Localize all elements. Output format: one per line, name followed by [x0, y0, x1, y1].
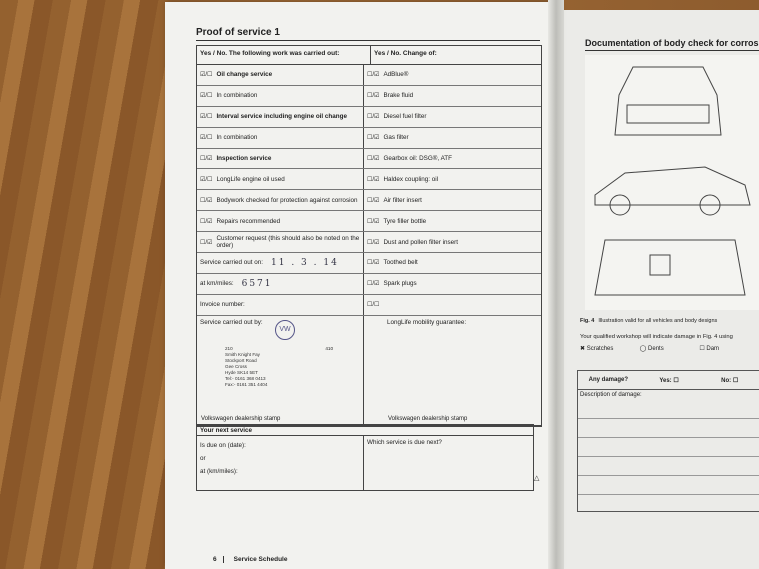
work-item-label: Interval service including engine oil change — [216, 113, 347, 121]
change-item-label: Air filter insert — [383, 196, 422, 204]
yes-no-checkbox[interactable]: ☑/☐ — [200, 135, 213, 142]
work-item-label: Customer request (this should also be noted on the order) — [216, 235, 360, 250]
footer-label: Service Schedule — [233, 556, 288, 563]
invoice-label: Invoice number: — [200, 301, 245, 309]
yes-no-checkbox[interactable]: ☐/☑ — [367, 176, 380, 183]
service-table — [196, 45, 542, 427]
vw-logo-icon: VW — [275, 320, 295, 340]
car-outline-illustration — [585, 55, 759, 310]
work-item-label: Repairs recommended — [216, 217, 281, 225]
dealer-stamp-label: Volkswagen dealership stamp — [388, 415, 468, 422]
change-item-label: AdBlue® — [383, 71, 409, 79]
next-service-box — [196, 424, 534, 491]
figure-text: Illustration valid for all vehicles and body designs — [598, 318, 718, 324]
yes-no-checkbox[interactable]: ☐/☑ — [200, 156, 213, 162]
work-item-label: In combination — [216, 92, 258, 100]
work-item-label: Oil change service — [216, 71, 273, 79]
wooden-table — [0, 0, 170, 569]
stamp-line: Hyde SK14 5ET — [225, 369, 258, 375]
yes-no-checkbox[interactable]: ☑/☐ — [200, 72, 213, 79]
table-row — [197, 128, 541, 149]
change-item-label: Gearbox oil: DSG®, ATF — [383, 155, 452, 162]
table-row — [197, 86, 541, 107]
yes-no-checkbox[interactable]: ☑/☐ — [200, 114, 213, 121]
due-km-field[interactable]: at (km/miles): — [200, 468, 238, 475]
stamp-row — [197, 316, 541, 426]
yes-no-checkbox[interactable]: ☐/☑ — [367, 197, 380, 204]
invoice-row — [197, 295, 541, 316]
page-number: 6 — [213, 556, 224, 563]
due-date-field[interactable]: Is due on (date): — [200, 442, 246, 449]
yes-no-checkbox[interactable]: ☐/☐ — [367, 302, 380, 309]
mileage-value[interactable]: 6571 — [241, 278, 273, 289]
book-gutter — [548, 0, 564, 569]
table-row — [197, 211, 541, 232]
table-row — [197, 169, 541, 190]
yes-no-checkbox[interactable]: ☐/☑ — [367, 114, 380, 121]
stamp-id: 410 — [325, 345, 333, 351]
table-header — [197, 46, 541, 65]
yes-no-checkbox[interactable]: ☐/☑ — [367, 218, 380, 225]
mileage-label: at km/miles: — [200, 280, 234, 288]
car-rear-view — [615, 67, 721, 135]
no-checkbox[interactable]: No: ☐ — [721, 377, 739, 384]
yes-no-checkbox[interactable]: ☐/☑ — [367, 93, 380, 100]
figure-label: Fig. 4 — [580, 318, 595, 324]
work-item-label: Inspection service — [216, 155, 272, 162]
stamp-line: Fax:- 0161 351 4404 — [225, 381, 268, 387]
page-title: Proof of service 1 — [196, 27, 280, 38]
dealer-stamp-label: Volkswagen dealership stamp — [201, 415, 281, 422]
yes-no-checkbox[interactable]: ☐/☑ — [200, 239, 213, 246]
change-item-label: Gas filter — [383, 134, 409, 142]
change-item-label: Tyre filler bottle — [383, 217, 427, 225]
work-item-label: LongLife engine oil used — [216, 175, 285, 183]
header-work: Yes / No. The following work was carried out: — [197, 46, 371, 64]
legend-dents[interactable]: ◯ Dents — [639, 346, 664, 352]
date-value[interactable]: 11 . 3 . 14 — [271, 257, 339, 268]
work-item-label: In combination — [216, 134, 258, 142]
yes-no-checkbox[interactable]: ☑/☐ — [200, 176, 213, 183]
right-title-rule — [585, 50, 759, 51]
table-rows — [197, 65, 541, 253]
change-item-label: Haldex coupling: oil — [383, 175, 439, 183]
damage-legend — [580, 345, 759, 352]
figure-caption — [580, 318, 717, 324]
stamp-line: Gee Cross — [225, 363, 247, 369]
stamp-line: Tel:- 0161 368 0413 — [225, 375, 266, 381]
table-row — [197, 232, 541, 253]
yes-no-checkbox[interactable]: ☐/☑ — [200, 197, 213, 204]
which-service-field[interactable]: Which service is due next? — [367, 439, 442, 446]
yes-no-checkbox[interactable]: ☐/☑ — [367, 72, 380, 79]
triangle-icon: △ — [534, 475, 540, 482]
qualified-text: Your qualified workshop will indicate damage in Fig. 4 using — [580, 334, 733, 340]
yes-no-checkbox[interactable]: ☐/☑ — [367, 260, 380, 267]
yes-no-checkbox[interactable]: ☐/☑ — [200, 218, 213, 225]
change-item-label: Diesel fuel filter — [383, 113, 427, 121]
yes-checkbox[interactable]: Yes: ☐ — [659, 377, 679, 384]
dealer-stamp — [225, 346, 267, 388]
or-label: or — [200, 455, 206, 462]
table-row — [197, 149, 541, 170]
legend-scratches[interactable]: ✖ Scratches — [580, 346, 614, 352]
date-label: Service carried out on: — [200, 259, 263, 267]
yes-no-checkbox[interactable]: ☑/☐ — [200, 93, 213, 100]
stamp-line: Stockport Road — [225, 357, 257, 363]
yes-no-checkbox[interactable]: ☐/☑ — [367, 281, 380, 288]
right-page-title: Documentation of body check for corros — [585, 38, 759, 48]
carried-out-by-label: Service carried out by: — [200, 318, 263, 326]
work-item-label: Bodywork checked for protection against corrosion — [216, 196, 358, 204]
title-rule — [196, 40, 540, 41]
change-item-label: Brake fluid — [383, 92, 414, 100]
stamp-line: Smith Knight Fay — [225, 351, 260, 357]
date-row — [197, 253, 541, 274]
stamp-line: 210 — [225, 345, 233, 351]
next-service-title: Your next service — [197, 425, 533, 436]
table-row — [197, 190, 541, 211]
yes-no-checkbox[interactable]: ☐/☑ — [367, 135, 380, 142]
mileage-row — [197, 274, 541, 295]
mobility-label: LongLife mobility guarantee: — [387, 318, 467, 326]
spark-plugs-label: Spark plugs — [383, 280, 417, 288]
damage-box — [577, 370, 759, 512]
legend-damage[interactable]: ☐ Dam — [699, 346, 720, 352]
toothed-belt-label: Toothed belt — [383, 259, 418, 267]
page-footer — [213, 556, 287, 563]
yes-no-checkbox[interactable]: ☐/☑ — [367, 156, 380, 162]
any-damage-label: Any damage? — [588, 377, 628, 383]
table-row — [197, 107, 541, 128]
change-item-label: Dust and pollen filter insert — [383, 238, 458, 246]
car-side-view — [595, 167, 750, 205]
description-label: Description of damage: — [580, 392, 642, 398]
header-change: Yes / No. Change of: — [374, 50, 437, 57]
car-diagram — [585, 55, 759, 310]
table-row — [197, 65, 541, 86]
yes-no-checkbox[interactable]: ☐/☑ — [367, 239, 380, 246]
